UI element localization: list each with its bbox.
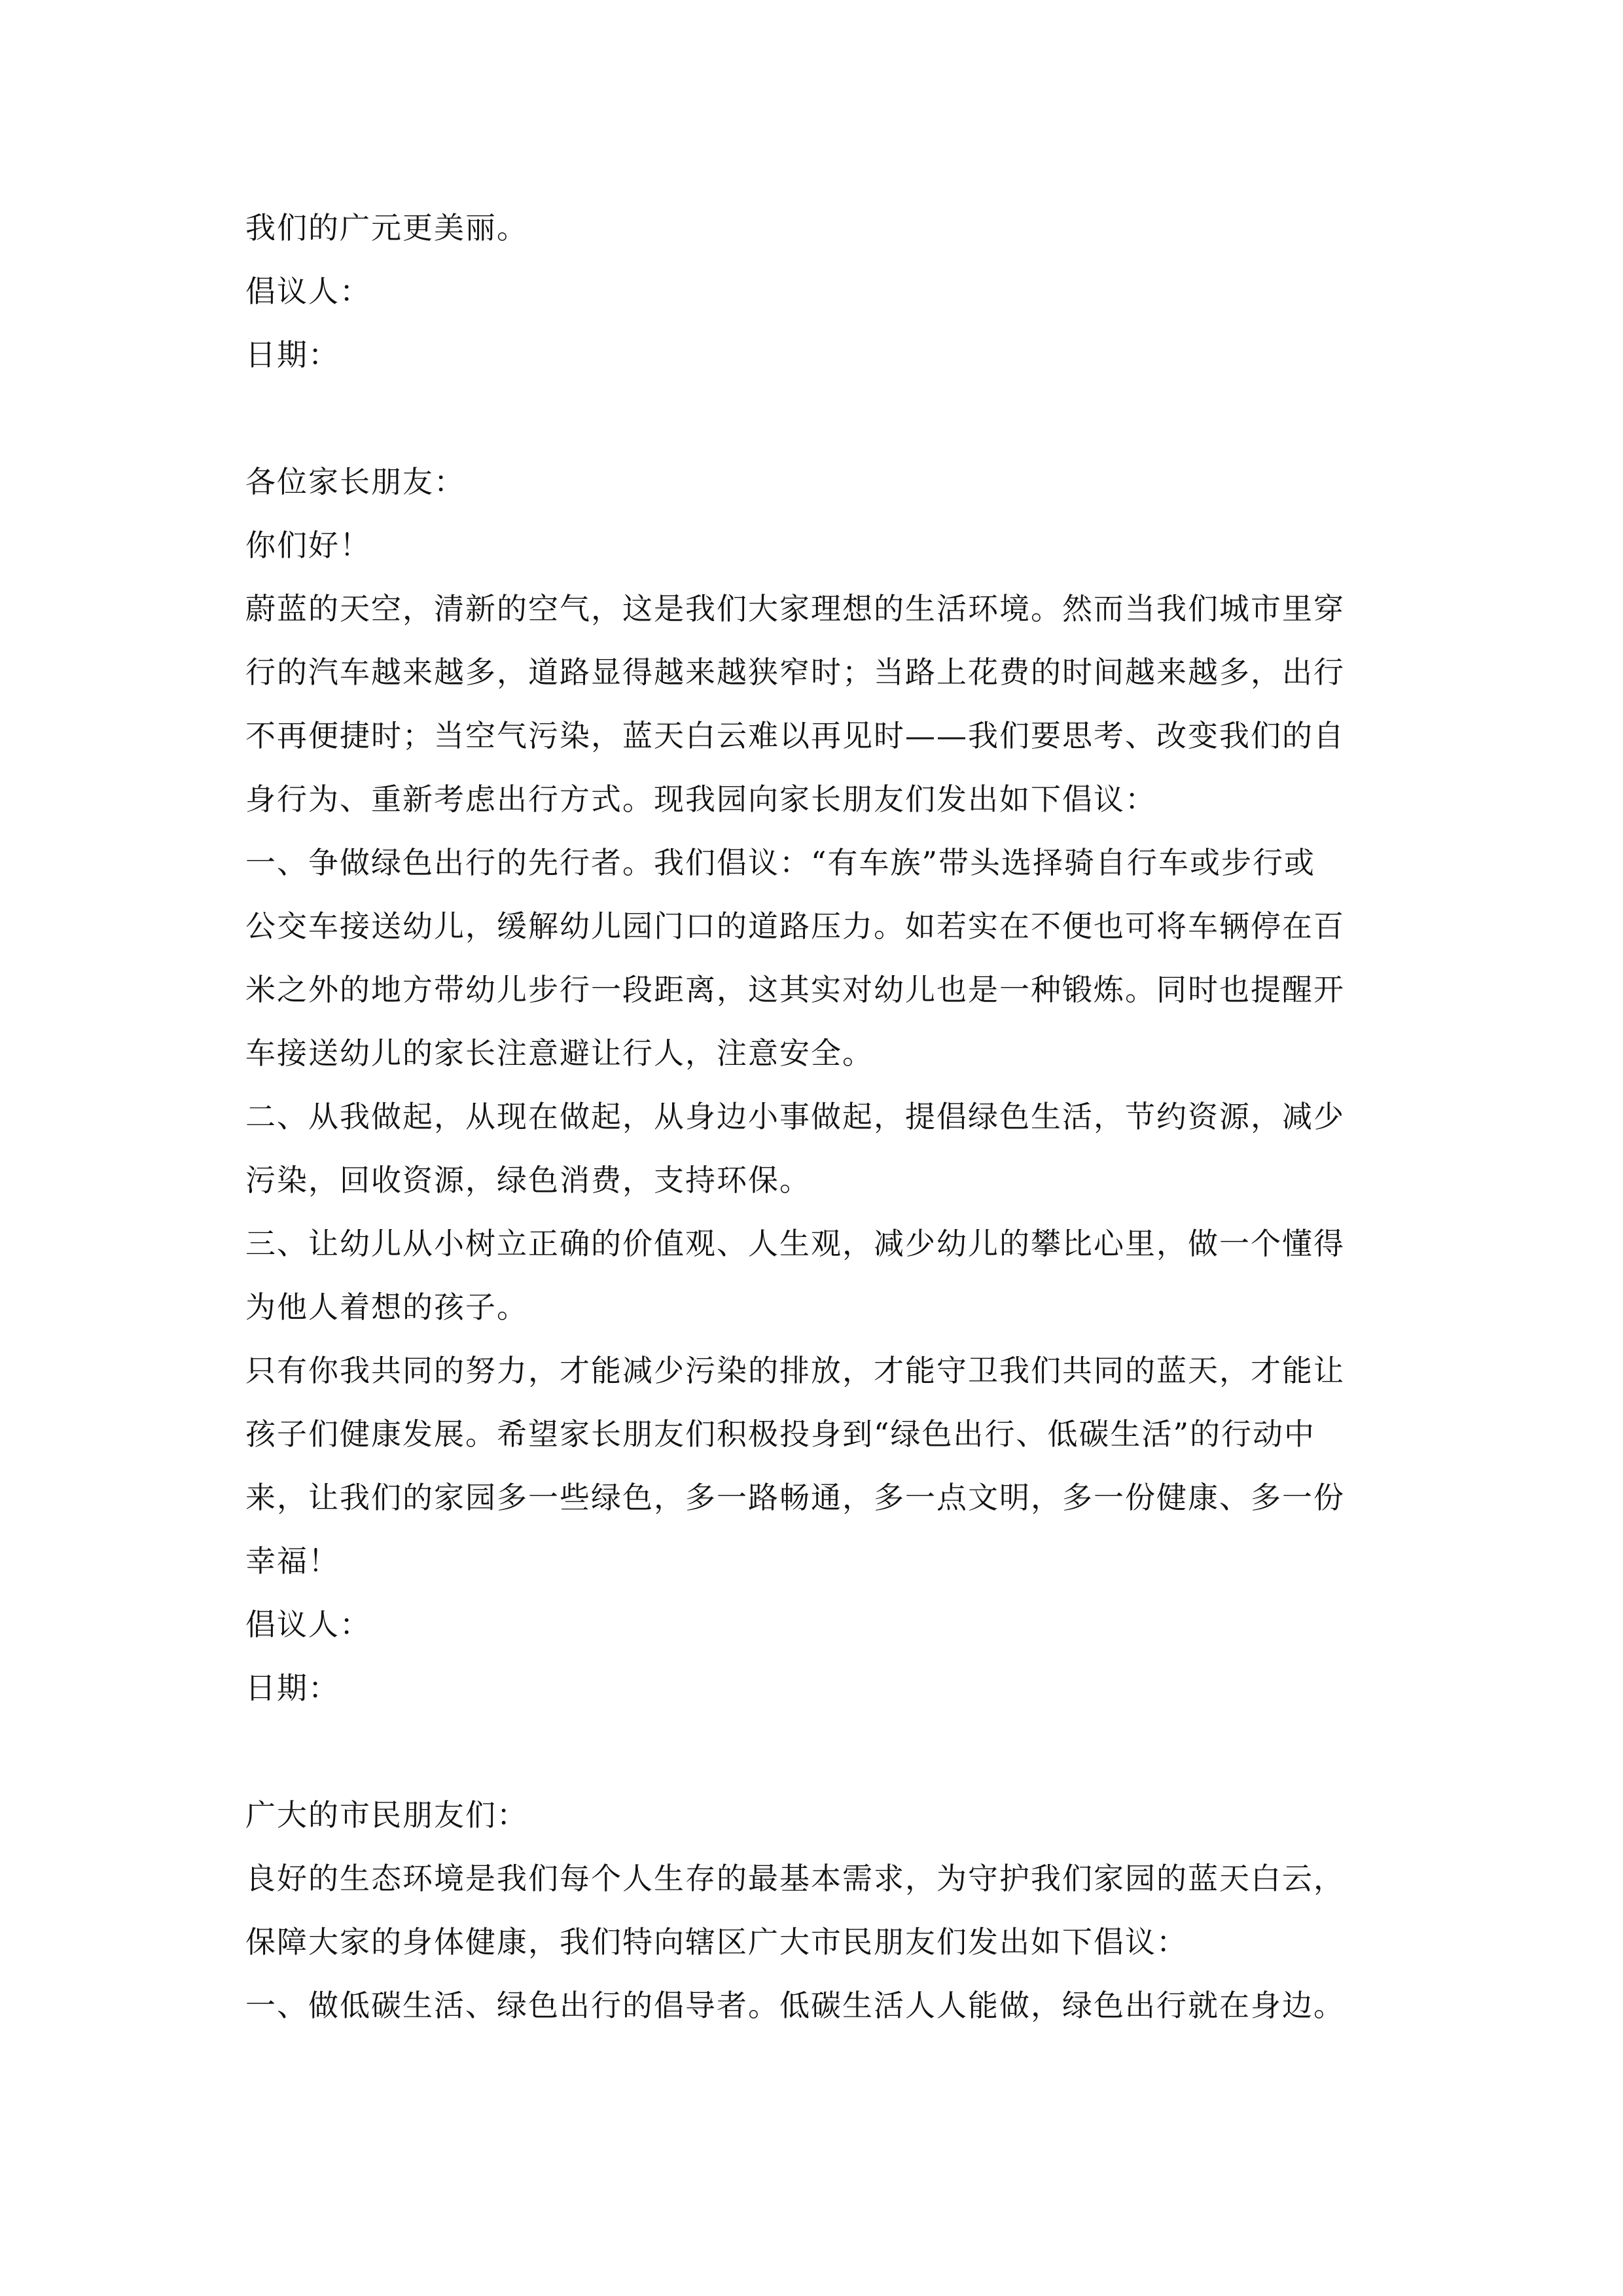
text-line: 蔚蓝的天空，清新的空气，这是我们大家理想的生活环境。然而当我们城市里穿 xyxy=(245,591,1345,626)
text-line: 二、从我做起，从现在做起，从身边小事做起，提倡绿色生活，节约资源，减少 xyxy=(245,1099,1345,1134)
text-line: 身行为、重新考虑出行方式。现我园向家长朋友们发出如下倡议： xyxy=(245,781,1156,817)
text-line: 良好的生态环境是我们每个人生存的最基本需求，为守护我们家园的蓝天白云， xyxy=(245,1861,1345,1896)
salutation: 广大的市民朋友们： xyxy=(245,1797,528,1833)
text-line: 保障大家的身体健康，我们特向辖区广大市民朋友们发出如下倡议： xyxy=(245,1924,1188,1960)
text-line: 车接送幼儿的家长注意避让行人，注意安全。 xyxy=(245,1035,874,1071)
proposer-label: 倡议人： xyxy=(245,274,371,309)
text-line: 孩子们健康发展。希望家长朋友们积极投身到“绿色出行、低碳生活”的行动中 xyxy=(245,1416,1316,1452)
citizens-letter-section xyxy=(245,1784,1397,2037)
text-line: 一、争做绿色出行的先行者。我们倡议：“有车族”带头选择骑自行车或步行或 xyxy=(245,845,1316,880)
text-line: 来，让我们的家园多一些绿色，多一路畅通，多一点文明，多一份健康、多一份 xyxy=(245,1480,1345,1515)
proposer-label: 倡议人： xyxy=(245,1607,371,1642)
text-line: 只有你我共同的努力，才能减少污染的排放，才能守卫我们共同的蓝天，才能让 xyxy=(245,1353,1345,1388)
section-gap xyxy=(245,387,1397,450)
parents-letter-section xyxy=(245,450,1397,1720)
text-line: 幸福！ xyxy=(245,1543,340,1579)
text-line: 公交车接送幼儿，缓解幼儿园门口的道路压力。如若实在不便也可将车辆停在百 xyxy=(245,908,1345,944)
letter-closing-section xyxy=(245,196,1397,387)
text-line: 污染，回收资源，绿色消费，支持环保。 xyxy=(245,1162,811,1198)
document-body xyxy=(245,196,1397,2037)
section-gap xyxy=(245,1720,1397,1784)
text-line: 一、做低碳生活、绿色出行的倡导者。低碳生活人人能做，绿色出行就在身边。 xyxy=(245,1988,1345,2023)
salutation: 各位家长朋友： xyxy=(245,464,465,499)
text-line: 米之外的地方带幼儿步行一段距离，这其实对幼儿也是一种锻炼。同时也提醒开 xyxy=(245,972,1345,1007)
text-line: 三、让幼儿从小树立正确的价值观、人生观，减少幼儿的攀比心里，做一个懂得 xyxy=(245,1226,1345,1261)
text-line: 为他人着想的孩子。 xyxy=(245,1289,528,1325)
date-label: 日期： xyxy=(245,1670,340,1706)
text-line: 不再便捷时；当空气污染，蓝天白云难以再见时——我们要思考、改变我们的自 xyxy=(245,718,1345,753)
greeting: 你们好！ xyxy=(245,528,371,563)
text-line: 行的汽车越来越多，道路显得越来越狭窄时；当路上花费的时间越来越多，出行 xyxy=(245,655,1345,690)
text-line: 我们的广元更美丽。 xyxy=(245,210,528,245)
date-label: 日期： xyxy=(245,337,340,372)
